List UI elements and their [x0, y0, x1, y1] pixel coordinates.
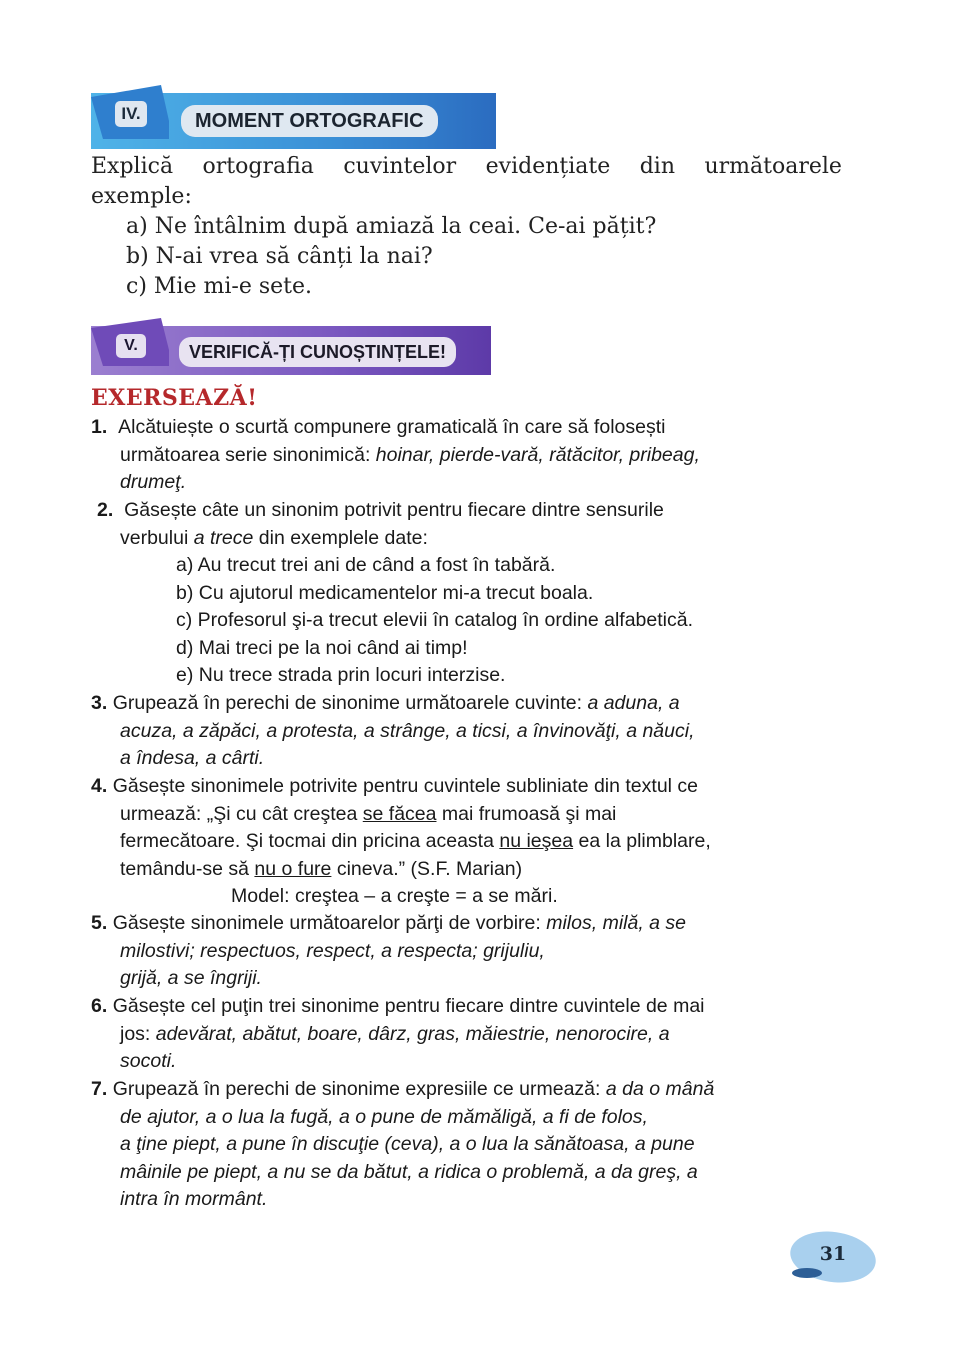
intro-line: exemple: [91, 184, 192, 209]
exercise-italic: de ajutor, a o lua la fugă, a o pune de mămăligă, a fi de folos, [120, 1105, 648, 1128]
item-letter: a) [126, 214, 148, 239]
underlined-word: nu o fure [254, 857, 332, 880]
exercise-text: urmează: „Şi cu cât creştea [120, 802, 358, 825]
page-number-shadow [792, 1268, 822, 1278]
exercise-text: următoarea serie sinonimică: [120, 443, 371, 466]
exercise-italic: drumeţ. [120, 471, 187, 493]
underlined-word: nu ieşea [499, 830, 574, 852]
exercise-text: mai frumoasă şi mai [441, 802, 617, 825]
list-item [91, 272, 842, 302]
exercise-text: ea la plimblare, [578, 830, 711, 852]
section-title: MOMENT ORTOGRAFIC [181, 105, 438, 137]
exercise-7 [91, 1076, 842, 1214]
section4-intro [91, 152, 842, 302]
sub-item: b) Cu ajutorul medicamentelor mi-a trecut boala. [176, 581, 594, 604]
exercise-text: temându-se să [120, 857, 249, 880]
exercise-italic: socoti. [120, 1050, 177, 1072]
section-number: IV. [115, 101, 147, 127]
list-item [91, 242, 842, 272]
exercise-3 [91, 690, 842, 773]
exercise-text: Găsește câte un sinonim potrivit pentru fiecare dintre sensurile [124, 499, 664, 521]
section-title: VERIFICĂ-ȚI CUNOȘTINȚELE! [179, 337, 456, 367]
section-header-4 [91, 85, 496, 149]
exercise-italic: acuza, a zăpăci, a protesta, a strânge, a ticsi, a învinovăţi, a năuci, [120, 719, 695, 742]
model-line: Model: creştea – a creşte = a se mări. [231, 885, 558, 907]
exercise-italic: a îndesa, a cârti. [120, 747, 265, 769]
exercise-text: din exemplele date: [258, 526, 428, 549]
item-text: Mie mi-e sete. [153, 274, 312, 299]
exercise-2 [91, 497, 842, 690]
exercise-number: 4. [91, 775, 108, 797]
exercise-text: cineva.” (S.F. Marian) [336, 857, 523, 880]
underlined-word: se făcea [362, 802, 437, 825]
sub-item: d) Mai treci pe la noi când ai timp! [176, 636, 468, 659]
exercise-italic: adevărat, abătut, boare, dârz, gras, măiestrie, nenorocire, a [155, 1022, 670, 1045]
exercise-text: verbului [120, 526, 189, 549]
exercise-italic: a aduna, a [587, 692, 680, 714]
exercise-italic: hoinar, pierde-vară, rătăcitor, pribeag, [375, 443, 700, 466]
exercise-italic: milostivi; respectuos, respect, a respecta; grijuliu, [120, 939, 545, 962]
intro-line [91, 152, 842, 182]
exercise-text: Găsește sinonimele următoarelor părţi de vorbire: [112, 912, 541, 934]
exercise-number: 6. [91, 995, 108, 1017]
intro-word: evidențiate [485, 154, 611, 179]
sub-item: a) Au trecut trei ani de când a fost în tabără. [176, 554, 556, 576]
exercise-italic: grijă, a se îngriji. [120, 967, 262, 989]
exercise-number: 2. [97, 499, 114, 521]
item-letter: c) [126, 274, 147, 299]
section-number: V. [116, 334, 146, 358]
exercise-number: 1. [91, 416, 108, 438]
exercise-number: 5. [91, 912, 108, 934]
exercise-4 [91, 773, 842, 911]
exercise-number: 3. [91, 692, 108, 714]
list-item [91, 212, 842, 242]
exercise-number: 7. [91, 1078, 108, 1100]
exercise-text: Alcătuiește o scurtă compunere gramaticală în care să folosești [118, 416, 666, 438]
intro-word: Explică [91, 154, 174, 179]
exercise-italic: milos, milă, a se [546, 912, 687, 934]
exercise-text: Găsește cel puţin trei sinonime pentru fiecare dintre cuvintele de mai [112, 995, 705, 1017]
section-header-5 [91, 318, 491, 375]
item-text: Ne întâlnim după amiază la ceai. Ce-ai pățit? [154, 214, 657, 239]
intro-word: cuvintelor [343, 154, 457, 179]
sub-item: c) Profesorul şi-a trecut elevii în catalog în ordine alfabetică. [176, 609, 694, 631]
exercise-6 [91, 993, 842, 1076]
exercise-italic: a trece [193, 526, 254, 549]
page-number-badge [790, 1232, 876, 1282]
exerseaza-heading: EXERSEAZĂ! [91, 385, 258, 411]
exercise-1 [91, 414, 842, 497]
intro-word: ortografia [202, 154, 314, 179]
exercise-italic: intra în mormânt. [120, 1188, 268, 1210]
exercise-text: jos: [120, 1022, 151, 1045]
exercise-italic: mâinile pe piept, a nu se da bătut, a ridica o problemă, a da greş, a [120, 1160, 698, 1183]
item-letter: b) [126, 244, 149, 269]
exercise-text: fermecătoare. Şi tocmai din pricina aceasta [120, 830, 494, 852]
exercise-text: Găsește sinonimele potrivite pentru cuvintele subliniate din textul ce [112, 775, 699, 797]
item-text: N-ai vrea să cânți la nai? [155, 244, 433, 269]
intro-word: din [639, 154, 675, 179]
exercise-text: Grupează în perechi de sinonime expresiile ce urmează: [112, 1078, 601, 1100]
page-number: 31 [819, 1243, 847, 1265]
exercise-text: Grupează în perechi de sinonime următoarele cuvinte: [112, 692, 583, 714]
intro-word: următoarele [704, 154, 842, 179]
sub-item: e) Nu trece strada prin locuri interzise. [176, 664, 506, 686]
exercise-italic: a da o mână [605, 1078, 715, 1100]
exercise-italic: a ţine piept, a pune în discuţie (ceva), a o lua la sănătoasa, a pune [120, 1133, 695, 1155]
exercise-5 [91, 910, 842, 993]
